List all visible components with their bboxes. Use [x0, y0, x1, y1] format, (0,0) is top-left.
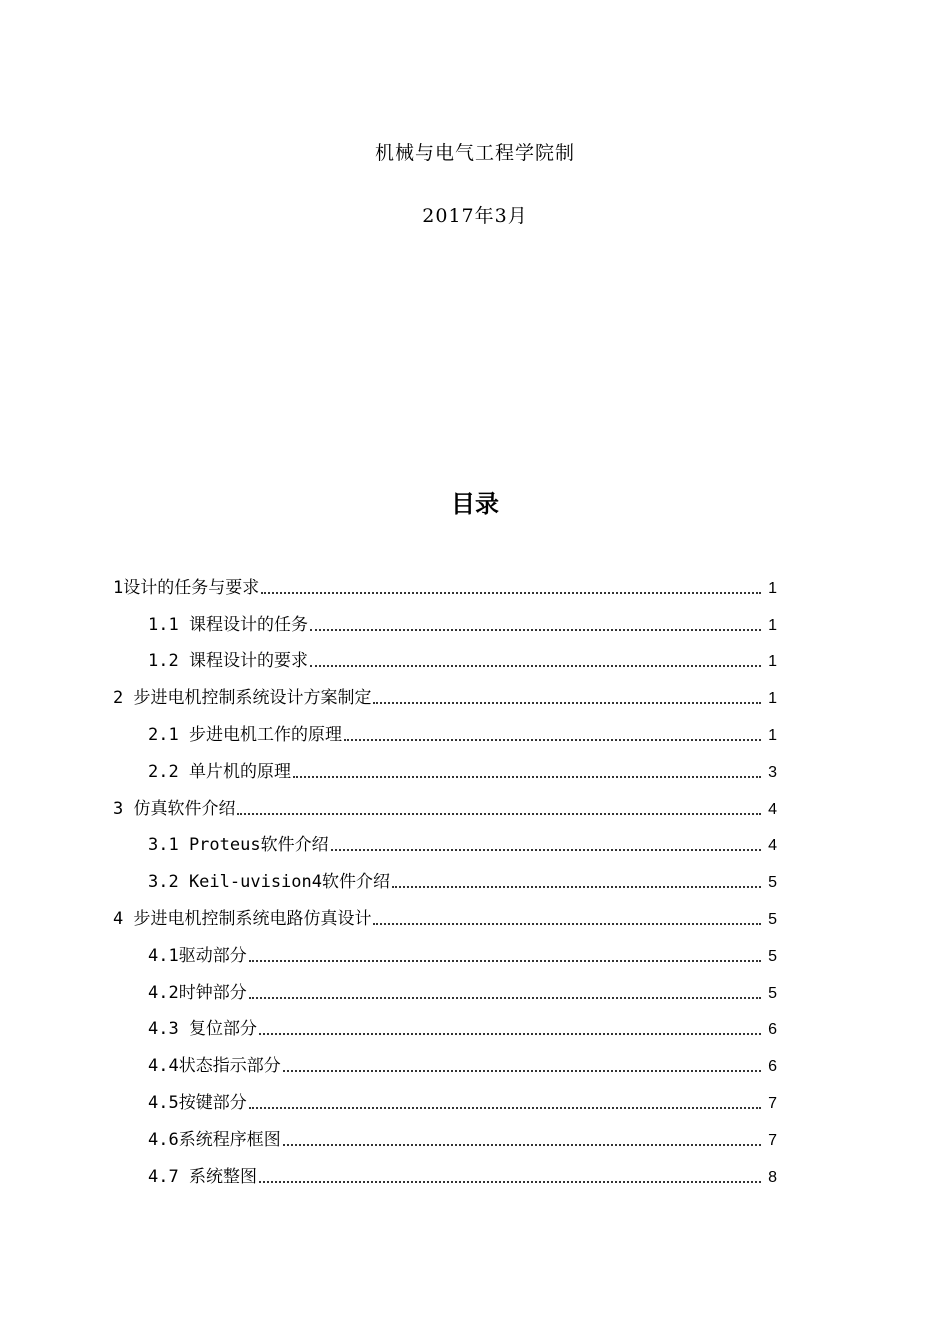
toc-dot-leader — [392, 886, 761, 888]
toc-dot-leader — [283, 1144, 761, 1146]
toc-dot-leader — [249, 960, 761, 962]
toc-entry[interactable] — [0, 641, 950, 678]
toc-page-number: 1 — [768, 690, 777, 708]
toc-entry[interactable] — [0, 861, 950, 898]
toc-entry[interactable] — [0, 714, 950, 751]
toc-page-number: 8 — [768, 1168, 777, 1186]
toc-entry[interactable] — [0, 788, 950, 825]
toc-entry-label: 2.2 单片机的原理 — [148, 761, 291, 782]
toc-entry-label: 1.2 课程设计的要求 — [148, 651, 308, 672]
toc-entry[interactable] — [0, 1119, 950, 1156]
toc-entry[interactable] — [0, 567, 950, 604]
toc-entry-label: 4.1驱动部分 — [148, 945, 247, 966]
toc-dot-leader — [237, 813, 761, 815]
toc-entry-label: 4.3 复位部分 — [148, 1019, 257, 1040]
toc-title: 目录 — [451, 490, 499, 518]
institution-line: 机械与电气工程学院制 — [374, 142, 575, 164]
toc-entry-label: 1设计的任务与要求 — [113, 577, 260, 598]
toc-page-number: 1 — [768, 579, 777, 597]
toc-entry[interactable] — [0, 1156, 950, 1193]
toc-page-number: 5 — [768, 910, 777, 928]
toc-entry-label: 2.1 步进电机工作的原理 — [148, 724, 342, 745]
toc-page-number: 6 — [768, 1058, 777, 1076]
toc-page-number: 1 — [768, 653, 777, 671]
toc-entry-label: 4.7 系统整图 — [148, 1166, 257, 1187]
toc-page-number: 4 — [768, 837, 777, 855]
toc-entry[interactable] — [0, 935, 950, 972]
toc-entry[interactable] — [0, 898, 950, 935]
toc-entry-label: 4.5按键部分 — [148, 1092, 247, 1113]
toc-entry[interactable] — [0, 751, 950, 788]
toc-entry-label: 4.6系统程序框图 — [148, 1129, 281, 1150]
toc-entry-label: 3.1 Proteus软件介绍 — [148, 835, 329, 856]
toc-entry[interactable] — [0, 1082, 950, 1119]
toc-entry[interactable] — [0, 972, 950, 1009]
toc-entry-label: 1.1 课程设计的任务 — [148, 614, 308, 635]
toc-page-number: 1 — [768, 726, 777, 744]
toc-dot-leader — [283, 1070, 761, 1072]
table-of-contents — [0, 567, 950, 1193]
toc-page-number: 4 — [768, 800, 777, 818]
toc-page-number: 5 — [768, 984, 777, 1002]
toc-page-number: 5 — [768, 947, 777, 965]
toc-entry-label: 4 步进电机控制系统电路仿真设计 — [113, 908, 372, 929]
toc-dot-leader — [261, 592, 761, 594]
toc-page-number: 7 — [768, 1094, 777, 1112]
toc-entry[interactable] — [0, 1045, 950, 1082]
toc-entry[interactable] — [0, 825, 950, 862]
toc-dot-leader — [293, 776, 761, 778]
toc-entry[interactable] — [0, 604, 950, 641]
toc-page-number: 7 — [768, 1131, 777, 1149]
toc-dot-leader — [249, 1107, 761, 1109]
toc-dot-leader — [310, 629, 761, 631]
toc-page-number: 3 — [768, 763, 777, 781]
toc-entry[interactable] — [0, 1009, 950, 1046]
toc-entry-label: 4.4状态指示部分 — [148, 1056, 281, 1077]
toc-dot-leader — [331, 849, 761, 851]
toc-dot-leader — [310, 665, 761, 667]
toc-entry-label: 4.2时钟部分 — [148, 982, 247, 1003]
toc-entry[interactable] — [0, 677, 950, 714]
toc-dot-leader — [249, 997, 761, 999]
toc-dot-leader — [259, 1181, 761, 1183]
toc-entry-label: 3.2 Keil-uvision4软件介绍 — [148, 872, 390, 893]
toc-dot-leader — [373, 923, 761, 925]
toc-entry-label: 3 仿真软件介绍 — [113, 798, 236, 819]
toc-entry-label: 2 步进电机控制系统设计方案制定 — [113, 688, 372, 709]
toc-page-number: 5 — [768, 874, 777, 892]
date-line: 2017年3月 — [422, 205, 528, 227]
toc-page-number: 1 — [768, 616, 777, 634]
toc-dot-leader — [344, 739, 761, 741]
toc-dot-leader — [259, 1033, 761, 1035]
toc-dot-leader — [373, 702, 761, 704]
toc-page-number: 6 — [768, 1021, 777, 1039]
